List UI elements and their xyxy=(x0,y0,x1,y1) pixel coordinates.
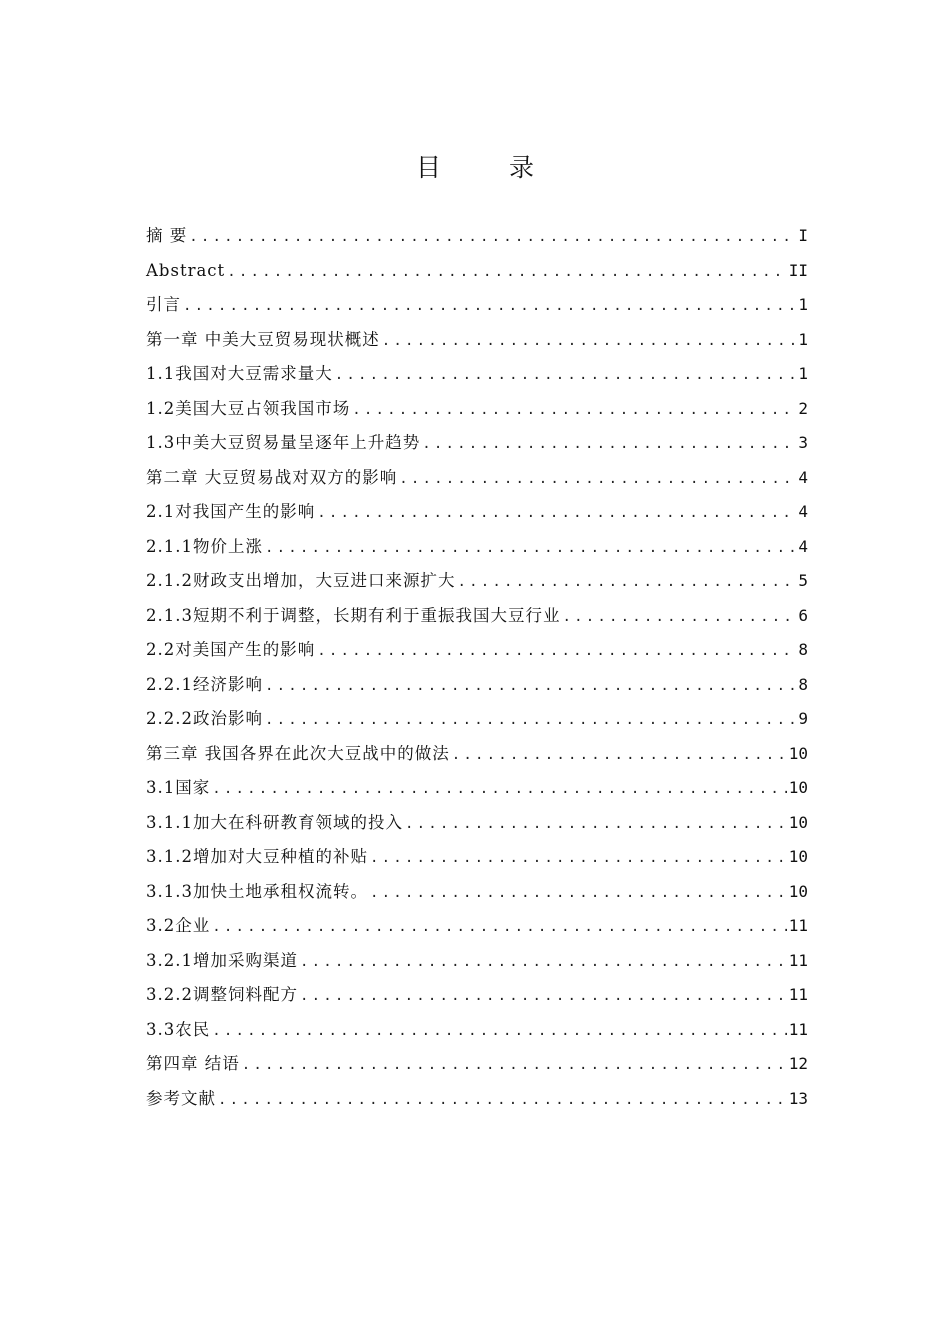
toc-entry-page-number: 10 xyxy=(788,812,808,832)
toc-leader-dots xyxy=(265,710,796,730)
toc-entry[interactable] xyxy=(146,847,808,882)
toc-entry[interactable] xyxy=(146,778,808,813)
toc-entry[interactable] xyxy=(146,226,808,261)
toc-leader-dots xyxy=(317,503,796,523)
toc-entry[interactable] xyxy=(146,1020,808,1055)
toc-entry-page-number: 1 xyxy=(798,329,808,349)
toc-entry-label: 2.1.1物价上涨 xyxy=(146,536,263,556)
toc-entry[interactable] xyxy=(146,330,808,365)
toc-entry-page-number: 11 xyxy=(788,950,808,970)
toc-entry[interactable] xyxy=(146,882,808,917)
toc-entry-page-number: 10 xyxy=(788,847,808,866)
toc-entry[interactable] xyxy=(146,1054,808,1089)
toc-entry-label: 3.1国家 xyxy=(146,778,211,797)
toc-entry[interactable] xyxy=(146,261,808,296)
toc-entry-label: 1.1我国对大豆需求量大 xyxy=(146,364,333,383)
toc-leader-dots xyxy=(405,814,787,834)
toc-leader-dots xyxy=(370,848,787,868)
toc-entry-page-number: 4 xyxy=(798,536,808,556)
toc-entry-page-number: 5 xyxy=(798,571,808,590)
toc-entry-label: 第一章 中美大豆贸易现状概述 xyxy=(146,329,380,349)
toc-entry-page-number: 8 xyxy=(798,640,808,659)
toc-entry-label: 3.1.1加大在科研教育领域的投入 xyxy=(146,812,403,832)
toc-entry-label: 3.1.2增加对大豆种植的补贴 xyxy=(146,847,368,866)
toc-entry-page-number: 1 xyxy=(798,364,808,383)
toc-entry[interactable] xyxy=(146,433,808,468)
toc-leader-dots xyxy=(265,676,796,696)
toc-entry-label: 参考文献 xyxy=(146,1088,216,1108)
toc-leader-dots xyxy=(300,986,787,1006)
toc-entry-label: 第二章 大豆贸易战对双方的影响 xyxy=(146,467,398,487)
toc-entry-page-number: 8 xyxy=(798,674,808,694)
toc-entry-page-number: 2 xyxy=(798,398,808,418)
toc-entry-page-number: 11 xyxy=(788,985,808,1004)
toc-entry[interactable] xyxy=(146,399,808,434)
toc-leader-dots xyxy=(218,1090,787,1110)
toc-leader-dots xyxy=(265,538,796,558)
toc-entry[interactable] xyxy=(146,502,808,537)
toc-entry-label: 2.2.1经济影响 xyxy=(146,674,263,694)
toc-entry-page-number: 3 xyxy=(798,433,808,452)
toc-entry-label: 2.1.3短期不利于调整，长期有利于重振我国大豆行业 xyxy=(146,605,561,625)
toc-entry-page-number: 10 xyxy=(788,743,808,763)
toc-entry-label: 第四章 结语 xyxy=(146,1054,240,1073)
toc-leader-dots xyxy=(335,365,797,385)
toc-entry[interactable] xyxy=(146,537,808,572)
toc-entry-page-number: 1 xyxy=(798,295,808,314)
toc-leader-dots xyxy=(212,917,786,937)
toc-entry[interactable] xyxy=(146,709,808,744)
toc-leader-dots xyxy=(382,331,797,351)
toc-entry[interactable] xyxy=(146,468,808,503)
toc-title: 目 录 xyxy=(416,153,564,182)
toc-leader-dots xyxy=(317,641,796,661)
toc-entry-label: 2.2对美国产生的影响 xyxy=(146,640,316,659)
toc-entry-label: 摘 要 xyxy=(146,226,188,245)
toc-entry-label: 3.2.1增加采购渠道 xyxy=(146,950,298,970)
toc-entry-label: 1.3中美大豆贸易量呈逐年上升趋势 xyxy=(146,433,421,452)
toc-entry[interactable] xyxy=(146,295,808,330)
toc-entry-page-number: 11 xyxy=(788,1019,808,1039)
toc-entry-label: 3.2企业 xyxy=(146,916,211,935)
toc-entry[interactable] xyxy=(146,364,808,399)
toc-leader-dots xyxy=(399,469,796,489)
toc-entry[interactable] xyxy=(146,675,808,710)
toc-entry-label: 第三章 我国各界在此次大豆战中的做法 xyxy=(146,743,450,763)
toc-leader-dots xyxy=(562,607,796,627)
toc-entry[interactable] xyxy=(146,1089,808,1124)
toc-leader-dots xyxy=(183,296,796,316)
toc-entry-page-number: 4 xyxy=(798,467,808,487)
toc-entry[interactable] xyxy=(146,916,808,951)
toc-entry[interactable] xyxy=(146,640,808,675)
toc-leader-dots xyxy=(422,434,796,454)
toc-entry-page-number: 10 xyxy=(788,778,808,797)
toc-entry-label: 3.1.3加快土地承租权流转。 xyxy=(146,881,368,901)
toc-leader-dots xyxy=(189,227,796,247)
toc-entry-label: 1.2美国大豆占领我国市场 xyxy=(146,398,351,418)
toc-entry[interactable] xyxy=(146,813,808,848)
toc-leader-dots xyxy=(227,262,787,282)
toc-entry[interactable] xyxy=(146,985,808,1020)
toc-leader-dots xyxy=(242,1055,787,1075)
toc-entry-page-number: 12 xyxy=(788,1054,808,1073)
toc-entry[interactable] xyxy=(146,606,808,641)
toc-entry-page-number: 13 xyxy=(788,1088,808,1108)
toc-entry[interactable] xyxy=(146,951,808,986)
toc-entry-label: 3.3农民 xyxy=(146,1019,211,1039)
toc-leader-dots xyxy=(457,572,796,592)
toc-leader-dots xyxy=(370,883,787,903)
toc-entry-page-number: II xyxy=(788,260,808,280)
toc-leader-dots xyxy=(212,1021,786,1041)
toc-list xyxy=(146,226,808,1123)
toc-entry[interactable] xyxy=(146,571,808,606)
toc-leader-dots xyxy=(212,779,786,799)
toc-leader-dots xyxy=(452,745,787,765)
toc-entry[interactable] xyxy=(146,744,808,779)
toc-entry-page-number: 10 xyxy=(788,881,808,901)
toc-entry-page-number: I xyxy=(798,226,808,245)
toc-entry-page-number: 4 xyxy=(798,502,808,521)
toc-entry-page-number: 6 xyxy=(798,605,808,625)
toc-entry-label: 2.1.2财政支出增加，大豆进口来源扩大 xyxy=(146,571,456,590)
toc-entry-label: Abstract xyxy=(146,260,226,280)
toc-entry-label: 引言 xyxy=(146,295,181,314)
toc-entry-label: 2.2.2政治影响 xyxy=(146,709,263,728)
toc-entry-label: 2.1对我国产生的影响 xyxy=(146,502,316,521)
toc-entry-page-number: 11 xyxy=(788,916,808,935)
toc-entry-page-number: 9 xyxy=(798,709,808,728)
toc-leader-dots xyxy=(352,400,796,420)
toc-leader-dots xyxy=(300,952,787,972)
toc-entry-label: 3.2.2调整饲料配方 xyxy=(146,985,298,1004)
